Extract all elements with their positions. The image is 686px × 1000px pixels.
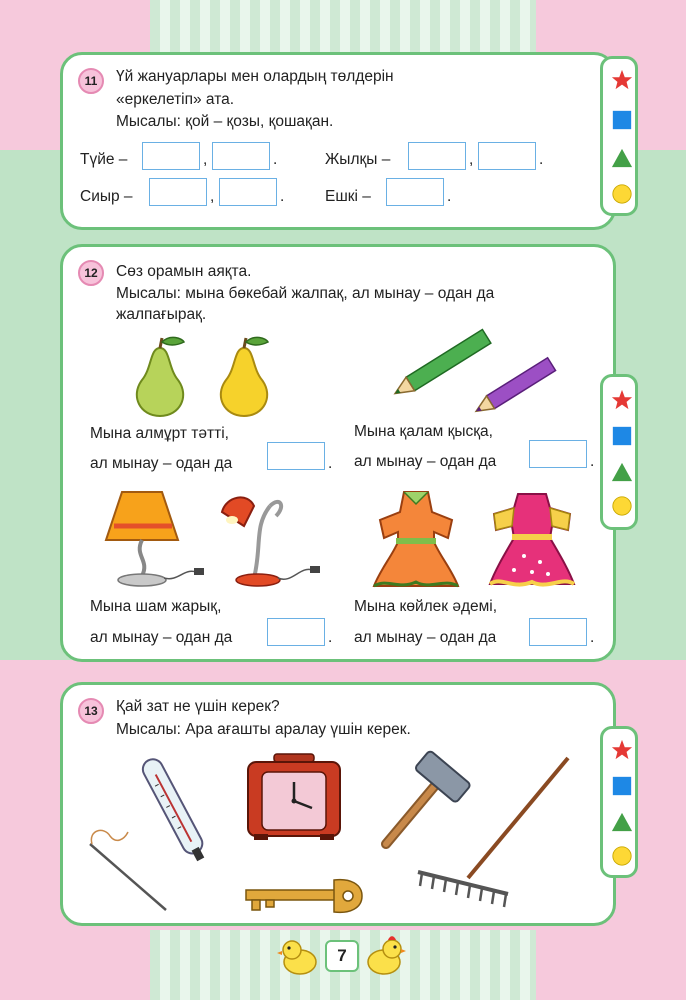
answer-box-eshki[interactable] bbox=[386, 178, 444, 206]
triangle-icon bbox=[611, 147, 633, 169]
triangle-icon bbox=[611, 461, 633, 483]
answer-box-zhylky-2[interactable] bbox=[478, 142, 536, 170]
answer-box-pencil[interactable] bbox=[529, 440, 587, 468]
task-11-line1: Үй жануарлары мен олардың төлдерін bbox=[116, 68, 394, 85]
triangle-icon bbox=[611, 811, 633, 833]
star-icon bbox=[611, 389, 633, 411]
label-tuye: Түйе – bbox=[80, 151, 128, 168]
task-12-line1: Сөз орамын аяқта. bbox=[116, 263, 252, 280]
task-13-number: 13 bbox=[78, 698, 104, 724]
pencil-sentence: Мына қалам қысқа, bbox=[354, 423, 493, 440]
task-11-shape-tab bbox=[600, 56, 638, 216]
task-11-line3: Мысалы: қой – қозы, қошақан. bbox=[116, 113, 334, 130]
task-12-line3: жалпағырақ. bbox=[116, 306, 207, 323]
chick-left-icon bbox=[276, 936, 320, 976]
task-13-line2: Мысалы: Ара ағашты аралау үшін керек. bbox=[116, 721, 411, 738]
green-pear-image bbox=[128, 334, 192, 418]
table-lamp-image bbox=[100, 486, 210, 590]
comma: , bbox=[203, 151, 208, 168]
dress-compare: ал мынау – одан да bbox=[354, 629, 497, 646]
comma: , bbox=[210, 188, 215, 205]
task-12-shape-tab bbox=[600, 374, 638, 530]
dot: . bbox=[273, 151, 278, 168]
pear-sentence: Мына алмұрт тәтті, bbox=[90, 425, 229, 442]
dot: . bbox=[590, 453, 595, 470]
alarm-clock-image bbox=[244, 752, 344, 842]
task-11-line2: «еркелетіп» ата. bbox=[116, 91, 235, 108]
task-12-number: 12 bbox=[78, 260, 104, 286]
answer-box-lamp[interactable] bbox=[267, 618, 325, 646]
chick-right-icon bbox=[364, 934, 408, 976]
pencil-compare: ал мынау – одан да bbox=[354, 453, 497, 470]
dot: . bbox=[590, 629, 595, 646]
answer-box-tuye-1[interactable] bbox=[142, 142, 200, 170]
circle-icon bbox=[611, 495, 633, 517]
answer-box-zhylky-1[interactable] bbox=[408, 142, 466, 170]
task-11-number: 11 bbox=[78, 68, 104, 94]
star-icon bbox=[611, 69, 633, 91]
square-icon bbox=[611, 109, 633, 131]
yellow-pear-image bbox=[212, 334, 276, 418]
circle-icon bbox=[611, 183, 633, 205]
dot: . bbox=[280, 188, 285, 205]
thermometer-image bbox=[134, 750, 214, 868]
purple-pencil-image bbox=[464, 354, 564, 420]
label-zhylky: Жылқы – bbox=[325, 151, 391, 168]
label-eshki: Ешкі – bbox=[325, 188, 371, 205]
dot: . bbox=[447, 188, 452, 205]
dot: . bbox=[328, 455, 333, 472]
task-13-shape-tab bbox=[600, 726, 638, 878]
key-image bbox=[242, 876, 366, 916]
square-icon bbox=[611, 425, 633, 447]
lamp-compare: ал мынау – одан да bbox=[90, 629, 233, 646]
dot: . bbox=[328, 629, 333, 646]
orange-dress-image bbox=[368, 486, 464, 590]
star-icon bbox=[611, 739, 633, 761]
square-icon bbox=[611, 775, 633, 797]
dot: . bbox=[539, 151, 544, 168]
circle-icon bbox=[611, 845, 633, 867]
answer-box-tuye-2[interactable] bbox=[212, 142, 270, 170]
comma: , bbox=[469, 151, 474, 168]
pear-compare: ал мынау – одан да bbox=[90, 455, 233, 472]
page-number: 7 bbox=[325, 940, 359, 972]
desk-lamp-image bbox=[214, 486, 324, 590]
answer-box-siyr-1[interactable] bbox=[149, 178, 207, 206]
answer-box-siyr-2[interactable] bbox=[219, 178, 277, 206]
answer-box-pear[interactable] bbox=[267, 442, 325, 470]
pink-dress-image bbox=[484, 486, 580, 590]
rake-image bbox=[412, 754, 572, 912]
lamp-sentence: Мына шам жарық, bbox=[90, 598, 222, 615]
answer-box-dress[interactable] bbox=[529, 618, 587, 646]
task-13-line1: Қай зат не үшін керек? bbox=[116, 698, 280, 715]
task-12-line2: Мысалы: мына бөкебай жалпақ, ал мынау – одан да bbox=[116, 285, 495, 302]
label-siyr: Сиыр – bbox=[80, 188, 133, 205]
dress-sentence: Мына көйлек әдемі, bbox=[354, 598, 498, 615]
